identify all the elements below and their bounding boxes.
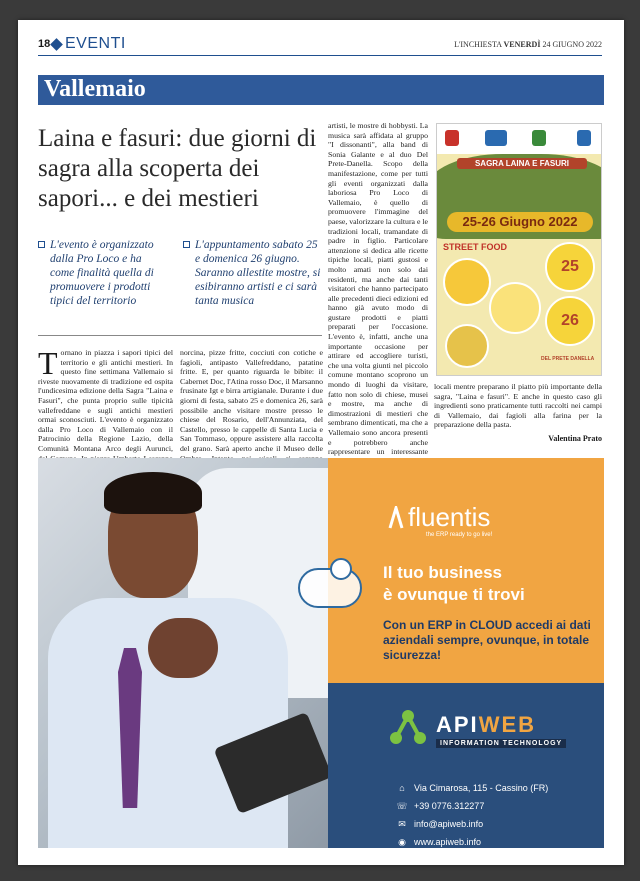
email-icon: ✉	[398, 819, 406, 829]
publication-name: L'INCHIESTA	[454, 40, 502, 49]
ad-headline-2: è ovunque ti trovi	[383, 585, 525, 604]
issue-date: 24 GIUGNO 2022	[542, 40, 602, 49]
home-icon: ⌂	[399, 783, 405, 793]
location-bar	[38, 75, 604, 105]
fluentis-logo: fluentis	[408, 502, 491, 532]
comunita-montana-logo	[532, 130, 546, 146]
apiweb-logo-text	[436, 712, 536, 738]
cloud-icon	[298, 568, 362, 608]
divider	[38, 335, 322, 336]
diamond-icon	[50, 38, 63, 51]
subheading-2	[183, 238, 321, 308]
issue-day: VENERDÌ	[503, 40, 541, 49]
poster-logo-strip	[437, 124, 601, 154]
poster-dates: 25-26 Giugno 2022	[447, 212, 593, 232]
newspaper-page	[18, 20, 624, 865]
poster-badge-25: 25	[545, 242, 595, 292]
page-header	[38, 36, 602, 56]
email-text: info@apiweb.info	[414, 819, 484, 829]
apiweb-logo-icon	[388, 708, 428, 750]
page-number: 18	[38, 38, 51, 50]
comune-crest-icon	[577, 130, 591, 146]
phone-text: +39 0776.312277	[414, 801, 485, 811]
section-title: EVENTI	[65, 35, 126, 52]
fluentis-tagline: the ERP ready to go live!	[426, 532, 493, 538]
address-text: Via Cimarosa, 115 - Cassino (FR)	[414, 783, 549, 793]
event-poster	[436, 123, 602, 376]
square-bullet-icon	[38, 241, 45, 248]
subheading-1	[38, 238, 168, 308]
apiweb-web: WEB	[478, 712, 537, 737]
fluentis-logo-mark-icon	[388, 506, 404, 530]
poster-street-food: STREET FOOD	[443, 242, 508, 252]
subheading-2-text: L'appuntamento sabato 25 e domenica 26 giugno. Saranno allestite mostre, si esibiranno artisti e ci sarà tanta musica	[195, 239, 321, 307]
publication-line	[454, 40, 602, 49]
poster-badge-26: 26	[545, 296, 595, 346]
poster-title: SAGRA LAINA E FASURI	[457, 158, 587, 169]
contact-address	[396, 783, 548, 793]
apiweb-tagline: INFORMATION TECHNOLOGY	[436, 739, 566, 748]
article-column-4: locali mentre preparano il piatto più importante della sagra, "Laina e fasuri". E anche in questo caso gli ingredienti sono praticamente tutti raccolti nei campi di Vallemaio, dai fagioli alla farina per la preparazione della pasta.	[434, 382, 602, 430]
web-text: www.apiweb.info	[414, 837, 482, 847]
ad-description: Con un ERP in CLOUD accedi ai dati aziendali sempre, ovunque, in totale sicurezza!	[383, 618, 591, 662]
phone-icon: ☏	[396, 801, 408, 811]
poster-menu-circle	[443, 258, 491, 306]
poster-info-circle	[445, 324, 489, 368]
coat-of-arms-icon	[445, 130, 459, 146]
article-column-2: norcina, pizze fritte, cocciuti con cotiche e fagioli, antipasto Vallefreddano, patatine fritte. E, per quanto riguarda le bibite: il Cabernet Doc, l'Atina rosso Doc, il Marsanno frusinate Igt e birra artigianale. Durante i due giorni di festa, sabato 25 e domenica 26, sarà possibile anche visitare mostre presso le chiese del Rosario, dell'Annunziata, del Castello, presso le cappelle di Santa Lucia e San Tommaso, oppure assistere alla raccolta del grano. Sarà aperto anche il Museo delle	[180, 348, 323, 453]
globe-icon	[330, 558, 352, 580]
article-headline: Laina e fasuri: due giorni di sagra alla scoperta dei sapori... e dei mestieri	[38, 125, 317, 212]
subheading-1-text: L'evento è organizzato dalla Pro Loco e ha come finalità quella di promuovere i prodotti tipici del territorio	[50, 239, 154, 307]
square-bullet-icon	[183, 241, 190, 248]
poster-band: DEL PRETE DANELLA	[541, 356, 595, 362]
ad-photo	[38, 458, 328, 848]
author-signature: Valentina Prato	[548, 434, 602, 443]
contact-phone	[396, 801, 484, 812]
contact-email	[396, 819, 483, 830]
location-title: Vallemaio	[44, 76, 146, 102]
regione-lazio-logo	[485, 130, 507, 146]
man-hair	[104, 472, 202, 514]
drop-cap: T	[38, 345, 58, 381]
apiweb-api: API	[436, 712, 479, 737]
poster-program-circle	[489, 282, 541, 334]
contact-web	[396, 837, 481, 848]
ad-headline-1: Il tuo business	[383, 563, 503, 582]
advertisement	[38, 458, 604, 848]
column-1-text: ornano in piazza i sapori tipici del territorio e gli antichi mestieri. In questo fine settimana Vallemaio si riveste nuovamente di tradizione ed ospita l'undicesima edizione della Sagra "Laina e Fasuri", che punta proprio sulle tipicità vallefreddane e sugli antichi mestieri ormai sconosciuti. L'evento è organizzato dalla Pro Loco di Vallemaio con il Patrocinio della Regione Lazio, della Comunità Montana Arco degli Aurunci,	[38, 348, 173, 453]
man-hand	[148, 618, 218, 678]
article-column-3: artisti, le mostre di hobbysti. La musica sarà affidata al gruppo "I dissonanti", alla band di Sonia Galante e al duo Del Prete-Danella. Scopo della manifestazione, come per tutti gli eventi organizzati dalla laboriosa Pro Loco di Vallemaio, è quello di promuovere l'immagine del paese, valorizzare la cultura e le tradizioni locali, tramandate di padre in figlio. Particolare attenzione si dedica alle ricette tipiche locali, piatti gustosi e molto amati non solo dai residenti, ma anche dai tanti visitatori che hanno partecipato alle precedenti dieci edizioni ed hanno già avuto modo di gustare prodotti e piatti preparati per l'occasione. L'evento è, infatti, anche una importante occasione per attirare ed accogliere turisti, che una volta giunti nel piccolo comune montano scoprono un mondo di luoghi da visitare, fatto non solo di chiese, musei e mostre, ma anche di dimostrazioni di mestieri che sembrano dimenticati, ma che a Vallemaio sono ancora presenti e potrebbero anche rappresentare un interessante	[328, 121, 428, 457]
web-icon: ◉	[398, 837, 406, 847]
